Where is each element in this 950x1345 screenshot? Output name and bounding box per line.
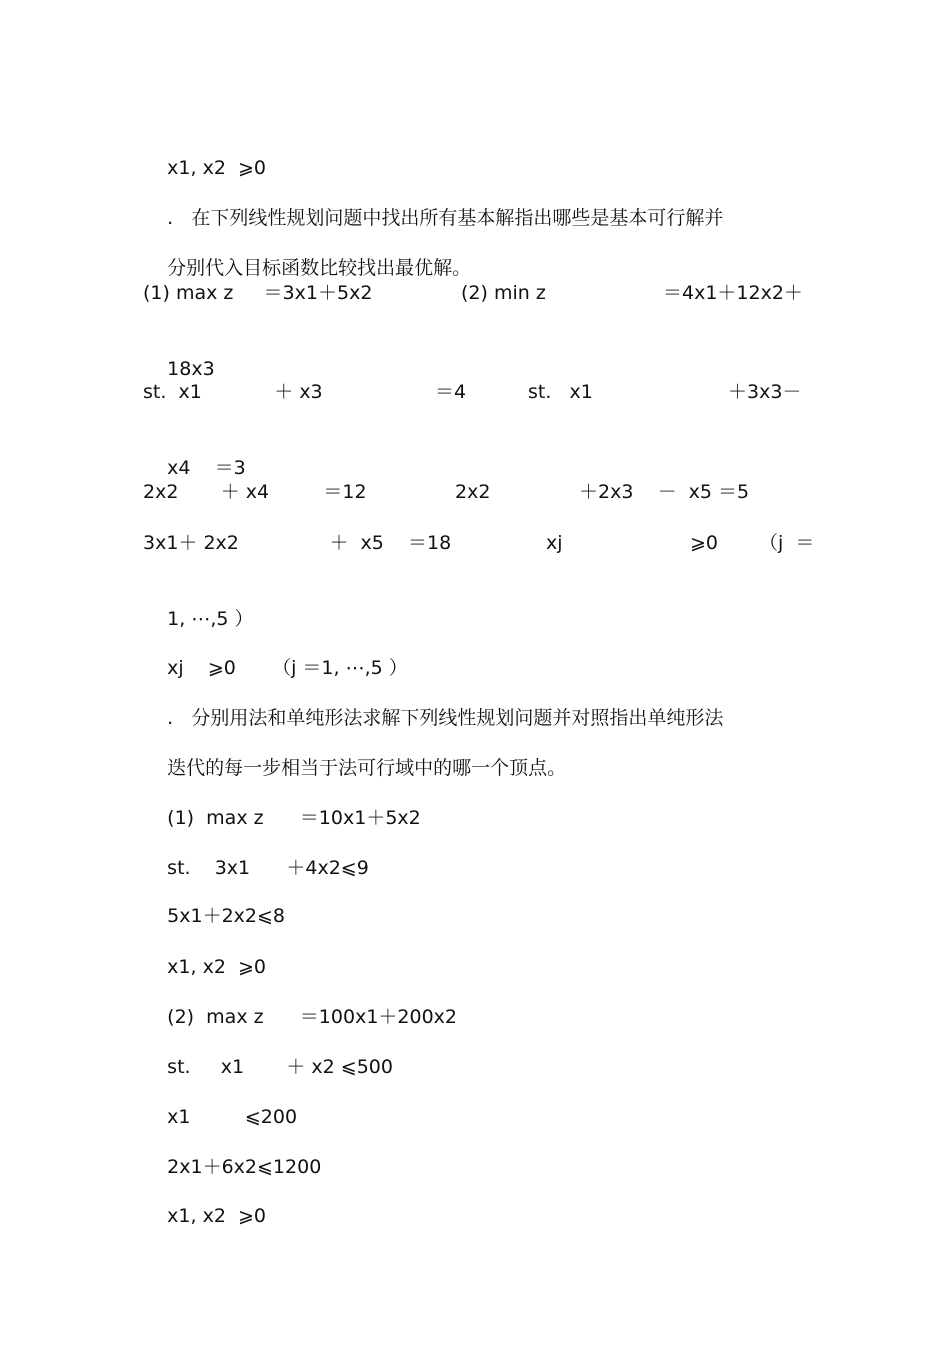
text-line — [143, 530, 813, 556]
line-text: x1, x2 ⩾0 — [167, 1205, 267, 1227]
text-line — [143, 429, 246, 479]
line-text: st. x1 ＋ x2 ⩽500 — [167, 1056, 393, 1078]
text-line — [143, 1028, 393, 1078]
text-line — [143, 1078, 298, 1128]
line-right: ＝4x1＋12x2＋ — [663, 282, 803, 304]
text-line — [143, 829, 369, 879]
line-text: (2) max z ＝100x1＋200x2 — [167, 1006, 458, 1028]
line-text: . 分别用法和单纯形法求解下列线性规划问题并对照指出单纯形法 — [167, 707, 724, 729]
line-text: x4 ＝3 — [167, 457, 246, 479]
text-line — [143, 379, 813, 405]
text-line — [143, 1128, 322, 1178]
line-text: 18x3 — [167, 358, 215, 380]
text-line — [143, 729, 567, 779]
line-right: ⩾0 — [690, 532, 719, 554]
line-text: 迭代的每一步相当于法可行域中的哪一个顶点。 — [167, 757, 567, 779]
line-mid: xj — [546, 532, 563, 554]
text-line — [143, 779, 421, 829]
line-text: (1) max z ＝10x1＋5x2 — [167, 807, 421, 829]
text-line — [143, 280, 813, 306]
line-text: st. 3x1 ＋4x2⩽9 — [167, 857, 369, 879]
line-text: xj ⩾0 （j ＝1, ⋯,5 ） — [167, 657, 408, 679]
line-left: 3x1＋ 2x2 ＋ x5 ＝18 — [143, 532, 452, 554]
line-text: x1 ⩽200 — [167, 1106, 298, 1128]
line-right: （j ＝ — [759, 532, 815, 554]
text-line — [143, 877, 286, 927]
line-mid: ＝4 — [435, 381, 467, 403]
line-text: 5x1＋2x2⩽8 — [167, 905, 286, 927]
line-text: x1, x2 ⩾0 — [167, 956, 267, 978]
text-line — [143, 580, 254, 630]
line-right: ＋3x3－ — [728, 381, 802, 403]
line-text: 1, ⋯,5 ） — [167, 608, 254, 630]
text-line — [143, 229, 472, 279]
line-mid: (2) min z — [461, 282, 546, 304]
line-text: . 在下列线性规划问题中找出所有基本解指出哪些是基本可行解并 — [167, 207, 724, 229]
text-line — [143, 679, 724, 729]
line-left: st. x1 ＋ x3 — [143, 381, 323, 403]
line-left: (1) max z ＝3x1＋5x2 — [143, 282, 373, 304]
text-line — [143, 479, 813, 505]
line-text: 分别代入目标函数比较找出最优解。 — [167, 257, 472, 279]
line-left: 2x2 ＋ x4 ＝12 — [143, 481, 367, 503]
text-line — [143, 330, 215, 380]
line-text: 2x1＋6x2⩽1200 — [167, 1156, 322, 1178]
line-mid: 2x2 — [455, 481, 491, 503]
text-line — [143, 978, 458, 1028]
line-mid: st. x1 — [528, 381, 593, 403]
text-line — [143, 129, 267, 179]
text-line — [143, 1177, 267, 1227]
line-right: ＋2x3 － x5 ＝5 — [579, 481, 750, 503]
line-text: x1, x2 ⩾0 — [167, 157, 267, 179]
text-line — [143, 629, 408, 679]
text-line — [143, 928, 267, 978]
text-line — [143, 179, 724, 229]
